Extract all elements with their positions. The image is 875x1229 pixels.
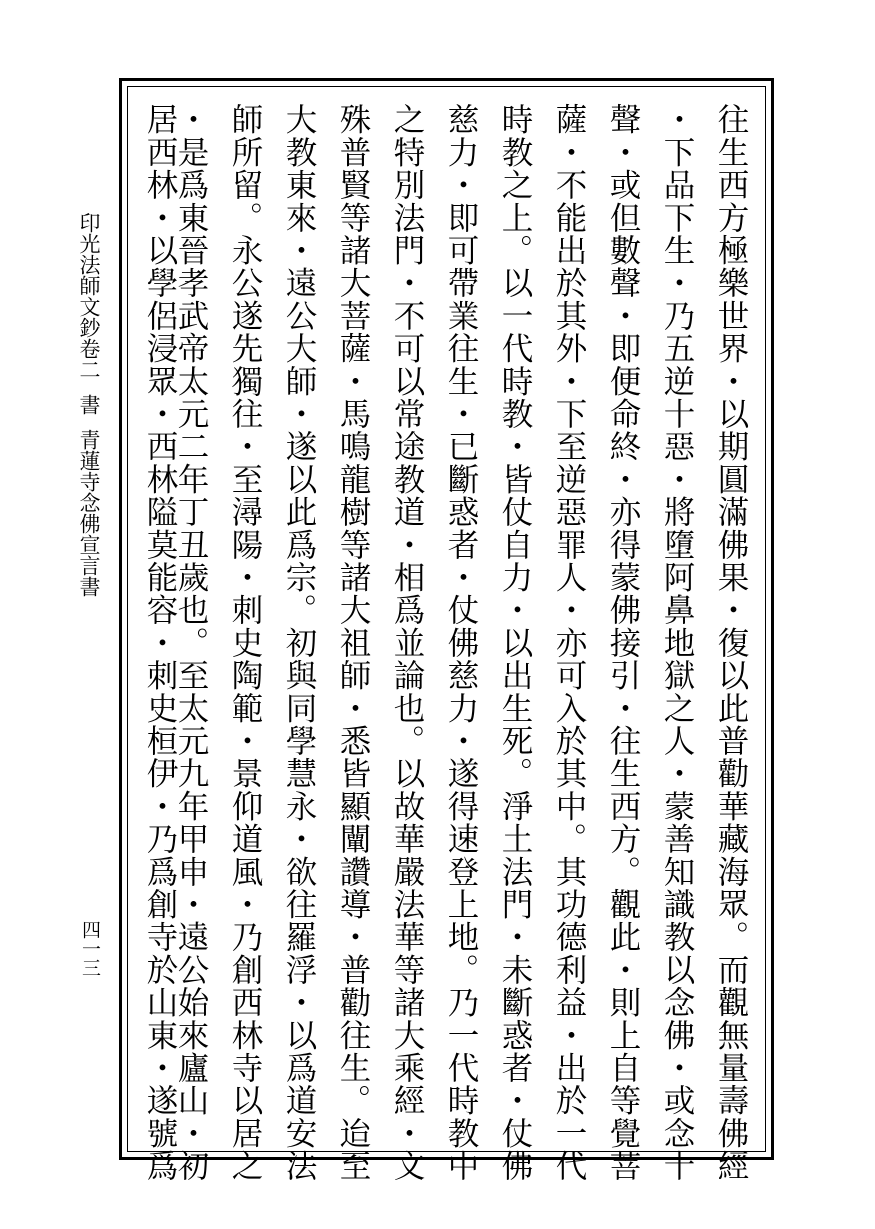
text-column-4: 薩・不能出於其外・下至逆惡罪人・亦可入於其中。其功德利益・出於一代 (551, 103, 587, 1183)
text-column-3: 聲・或但數聲・即便命終・亦得蒙佛接引・往生西方。觀此・則上自等覺菩 (605, 103, 641, 1183)
text-column-6: 慈力・即可帶業往生・已斷惑者・仗佛慈力・遂得速登上地。乃一代時教中 (443, 103, 479, 1183)
letter-title: 青蓮寺念佛宣言書 (77, 429, 101, 597)
text-column-10: 師所留。永公遂先獨往・至潯陽・刺史陶範・景仰道風・乃創西林寺以居之 (227, 103, 263, 1183)
book-title: 印光法師文鈔卷二 (77, 212, 101, 380)
text-column-2: ・下品下生・乃五逆十惡・將墮阿鼻地獄之人・蒙善知識教以念佛・或念十 (659, 103, 695, 1183)
text-column-5: 時教之上。以一代時教・皆仗自力・以出生死。淨土法門・未斷惑者・仗佛 (497, 103, 533, 1183)
text-column-12: 居西林・以學侶浸眾・西林隘莫能容・刺史桓伊・乃爲創寺於山東・遂號爲 (142, 103, 178, 1183)
text-column-8: 殊普賢等諸大菩薩・馬鳴龍樹等諸大祖師・悉皆顯闡讚導・普勸往生。迨至 (335, 103, 371, 1183)
margin-heading (76, 212, 102, 612)
text-column-9: 大教東來・遠公大師・遂以此爲宗。初與同學慧永・欲往羅浮・以爲道安法 (281, 103, 317, 1183)
text-column-11: ・是爲東晉孝武帝太元二年丁丑歲也。至太元九年甲申・遠公始來廬山・初 (173, 103, 209, 1183)
page-number: 四一三 (79, 920, 101, 977)
text-column-7: 之特別法門・不可以常途教道・相爲並論也。以故華嚴法華等諸大乘經・文 (389, 103, 425, 1183)
text-column-1: 往生西方極樂世界・以期圓滿佛果・復以此普勸華藏海眾。而觀無量壽佛經 (713, 103, 749, 1183)
section-label: 書 (77, 394, 101, 415)
